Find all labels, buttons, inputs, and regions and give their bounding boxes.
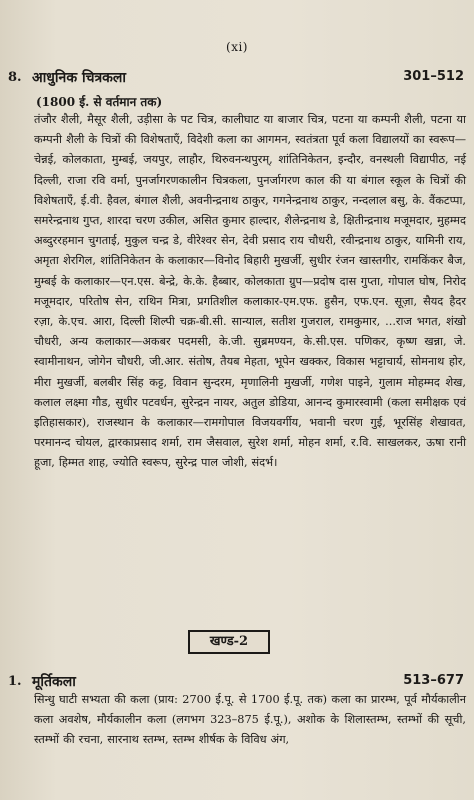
chapter-8-page-range: 301–512 [403, 69, 464, 84]
chapter-8-subtitle: (1800 ई. से वर्तमान तक) [36, 95, 163, 109]
chapter-1-title: मूर्तिकला [32, 674, 76, 690]
chapter-1-page-range: 513–677 [403, 673, 464, 688]
chapter-8-number: 8. [8, 70, 22, 85]
chapter-1-number: 1. [8, 674, 22, 689]
page-number: (xi) [226, 40, 248, 54]
part-2-heading: खण्ड-2 [188, 630, 270, 654]
chapter-8-title: आधुनिक चित्रकला [32, 70, 127, 86]
chapter-1-contents: सिन्धु घाटी सभ्यता की कला (प्राय: 2700 ई.पू. से 1700 ई.पू. तक) कला का प्रारम्भ, पूर्व मौर्यकालीन कला अवशेष, मौर्यकालीन कला (लगभग 323–875 ई.पू.), अशोक के शिलास्तम्भ, स्तम्भों की सूची, स्तम्भों की रचना, सारनाथ स्तम्भ, स्तम्भ शीर्षक के विविध अंग, [34, 693, 466, 747]
chapter-8-contents: तंजौर शैली, मैसूर शैली, उड़ीसा के पट चित्र, कालीघाट या बाजार चित्र, पटना या कम्पनी शैली, पटना या कम्पनी शैली के चित्रों की विशेषताएँ, विदेशी कला का आगमन, स्वतंत्रता पूर्व कला विद्यालयों का स्वरूप—चेन्नई, कोलकाता, मुम्बई, जयपुर, लाहौर, थिरुवनन्थपुरम्, शांतिनिकेतन, इन्दौर, वनस्थली विद्यापीठ, नई दिल्ली, राजा रवि वर्मा, पुनर्जागरणकालीन चित्रकला, पुनर्जागरण काल की या बंगाल स्कूल के चित्रों की विशेषताएँ, ई.वी. हैवल, बंगाल शैली, अवनीन्द्रनाथ ठाकुर, गगनेन्द्रनाथ ठाकुर, नन्दलाल बसु, के. वैंकटप्पा, समरेन्द्रनाथ गुप्त, शारदा चरण उकील, असित कुमार हाल्दार, शैलेन्द्रनाथ डे, क्षितीन्द्रनाथ मजूमदार, मुहम्मद अब्दुररहमान चुगताई, मुकुल चन्द्र डे, वीरेश्वर सेन, देवी प्रसाद राय चौधरी, रवीन्द्रनाथ ठाकुर, यामिनी राय, अमृता शेरगिल, शांतिनिकेतन के कलाकार—विनोद बिहारी मुखर्जी, सुधीर रंजन खास्तगीर, रामकिंकर बैज, मुम्बई के कलाकार—एन.एस. बेन्द्रे, के.के. हैब्बार, कोलकाता ग्रुप—प्रदोष दास गुप्ता, गोपाल घोष, निरोद मजूमदार, परितोष सेन, राथिन मित्रा, प्रगतिशील कलाकार-एम.एफ. हुसैन, एफ.एन. सूज़ा, सैयद हैदर रज़ा, के.एच. आरा, दिल्ली शिल्पी चक्र-बी.सी. सान्याल, सतीश गुजराल, रामकुमार, ...राज भगत, शंखो चौधरी, अन्य कलाकार—अकबर पदमसी, के.जी. सुब्रमण्यन, के.सी.एस. पणिकर, कृष्ण खन्ना, जे. स्वामीनाथन, जोगेन चौधरी, जी.आर. संतोष, तैयब मेहता, भूपेन खक्कर, विकास भट्टाचार्य, सोमनाथ होर, मीरा मुखर्जी, बलबीर सिंह कट्ट, विवान सुन्दरम, मृणालिनी मुखर्जी, गणेश पाइने, गुलाम मोहम्मद शेख, कलाल लक्ष्मा गौड, सुधीर पटवर्धन, सुरेन्द्रन नायर, अतुल डोडिया, आनन्द कुमारस्वामी (कला समीक्षक एवं इतिहासकार), राजस्थान के कलाकार—रामगोपाल विजयवर्गीय, भवानी चरण गुई, भूरसिंह शेखावत, परमानन्द चोयल, द्वारकाप्रसाद शर्मा, राम जैसवाल, सुरेश शर्मा, मोहन शर्मा, र.वि. साखलकर, ऊषा रानी हूजा, हिम्मत शाह, ज्योति स्वरूप, सुरेन्द्र पाल जोशी, संदर्भ। [34, 113, 466, 470]
